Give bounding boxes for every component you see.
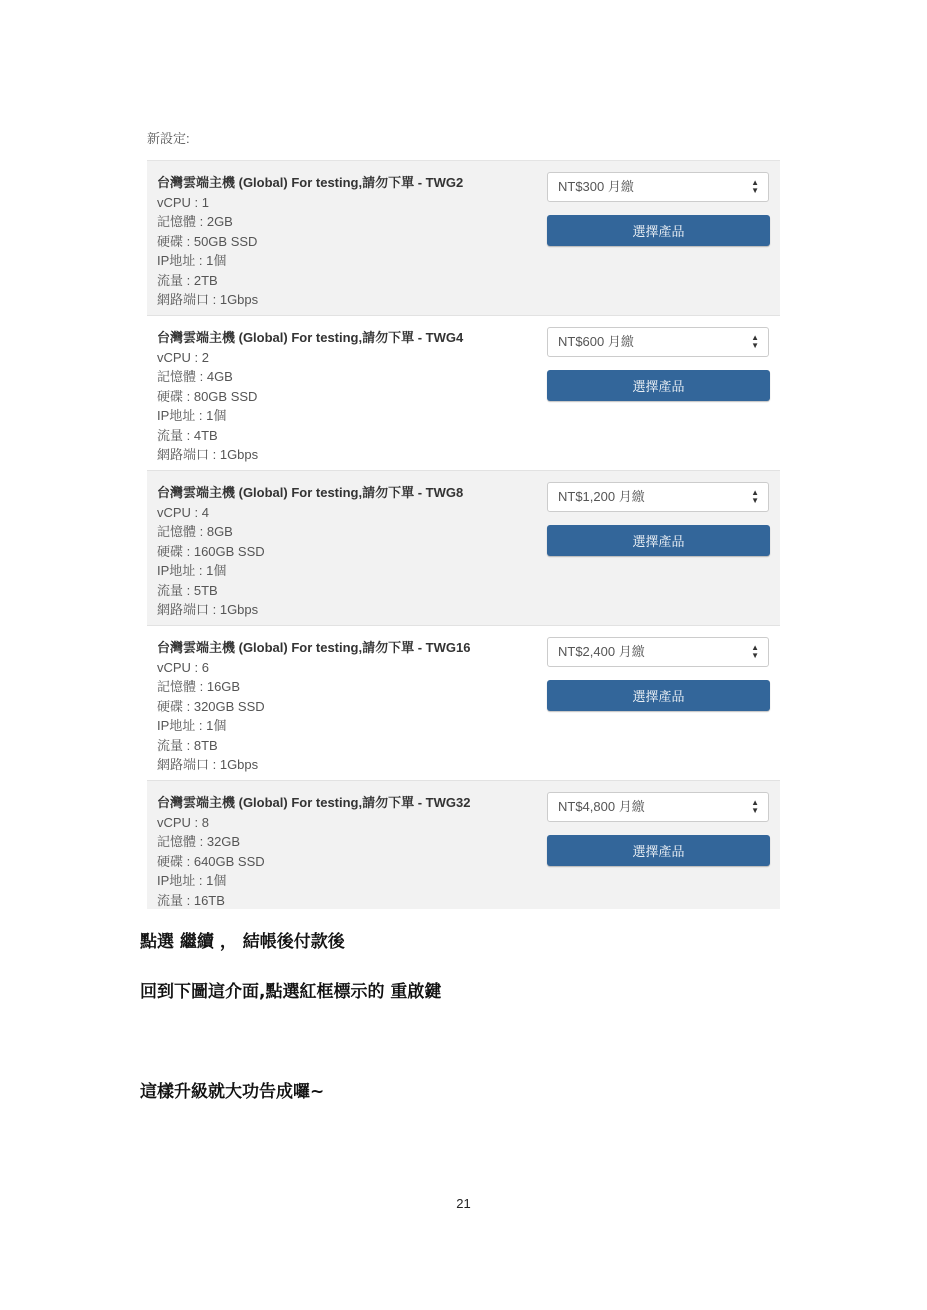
billing-cycle-select[interactable] (547, 327, 769, 357)
product-title: 台灣雲端主機 (Global) For testing,請勿下單 - TWG4 (157, 330, 464, 345)
spec-vcpu: vCPU : 8 (157, 814, 210, 830)
choose-product-button[interactable]: 選擇產品 (547, 370, 770, 401)
product-title: 台灣雲端主機 (Global) For testing,請勿下單 - TWG2 (157, 175, 464, 190)
billing-cycle-value: NT$2,400 月繳 (558, 644, 645, 659)
product-row (147, 626, 780, 781)
spec-disk: 硬碟 : 80GB SSD (157, 388, 258, 404)
spec-vcpu: vCPU : 2 (157, 349, 210, 365)
product-title: 台灣雲端主機 (Global) For testing,請勿下單 - TWG8 (157, 485, 464, 500)
product-title: 台灣雲端主機 (Global) For testing,請勿下單 - TWG16 (157, 640, 471, 655)
billing-cycle-select[interactable] (547, 792, 769, 822)
spec-traffic: 流量 : 8TB (157, 737, 218, 753)
sort-caret-icon: ▲ ▼ (751, 643, 759, 660)
choose-product-button[interactable]: 選擇產品 (547, 680, 770, 711)
spec-vcpu: vCPU : 6 (157, 659, 210, 675)
spec-memory: 記憶體 : 32GB (157, 834, 241, 849)
billing-cycle-select[interactable] (547, 482, 769, 512)
spec-ip: IP地址 : 1個 (157, 563, 227, 578)
spec-memory: 記憶體 : 2GB (157, 214, 233, 229)
instruction-step-3: 這樣升級就大功告成囉~ (140, 1082, 325, 1102)
sort-caret-icon: ▲ ▼ (751, 178, 759, 195)
spec-ip: IP地址 : 1個 (157, 873, 227, 888)
product-row (147, 316, 780, 471)
spec-vcpu: vCPU : 4 (157, 504, 210, 520)
billing-cycle-value: NT$300 月繳 (558, 179, 634, 194)
product-title: 台灣雲端主機 (Global) For testing,請勿下單 - TWG32 (157, 795, 471, 810)
spec-vcpu: vCPU : 1 (157, 194, 210, 210)
spec-ip: IP地址 : 1個 (157, 718, 227, 733)
choose-product-button[interactable]: 選擇產品 (547, 835, 770, 866)
billing-cycle-select[interactable] (547, 637, 769, 667)
sort-caret-icon: ▲ ▼ (751, 798, 759, 815)
choose-product-button[interactable]: 選擇產品 (547, 525, 770, 556)
choose-product-button[interactable]: 選擇產品 (547, 215, 770, 246)
sort-caret-icon: ▲ ▼ (751, 333, 759, 350)
billing-cycle-value: NT$1,200 月繳 (558, 489, 645, 504)
product-row (147, 161, 780, 316)
spec-traffic: 流量 : 16TB (157, 892, 225, 908)
section-label: 新設定: (147, 131, 190, 146)
spec-port: 網路端口 : 1Gbps (157, 602, 259, 617)
spec-disk: 硬碟 : 50GB SSD (157, 233, 258, 249)
billing-cycle-value: NT$4,800 月繳 (558, 799, 645, 814)
instruction-step-2: 回到下圖這介面,點選紅框標示的 重啟鍵 (140, 982, 442, 1002)
spec-disk: 硬碟 : 320GB SSD (157, 698, 265, 714)
spec-port: 網路端口 : 1Gbps (157, 447, 259, 462)
product-row (147, 471, 780, 626)
spec-ip: IP地址 : 1個 (157, 253, 227, 268)
product-list (147, 160, 780, 909)
spec-memory: 記憶體 : 16GB (157, 679, 241, 694)
spec-port: 網路端口 : 1Gbps (157, 292, 259, 307)
spec-disk: 硬碟 : 160GB SSD (157, 543, 265, 559)
spec-memory: 記憶體 : 8GB (157, 524, 233, 539)
spec-traffic: 流量 : 2TB (157, 272, 218, 288)
billing-cycle-select[interactable] (547, 172, 769, 202)
spec-ip: IP地址 : 1個 (157, 408, 227, 423)
page-number: 21 (456, 1196, 471, 1211)
spec-memory: 記憶體 : 4GB (157, 369, 233, 384)
product-row (147, 781, 780, 909)
instruction-step-1: 點選 繼續 ， 結帳後付款後 (140, 932, 345, 952)
billing-cycle-value: NT$600 月繳 (558, 334, 634, 349)
spec-disk: 硬碟 : 640GB SSD (157, 853, 265, 869)
spec-port: 網路端口 : 1Gbps (157, 757, 259, 772)
sort-caret-icon: ▲ ▼ (751, 488, 759, 505)
spec-traffic: 流量 : 4TB (157, 427, 218, 443)
spec-traffic: 流量 : 5TB (157, 582, 218, 598)
